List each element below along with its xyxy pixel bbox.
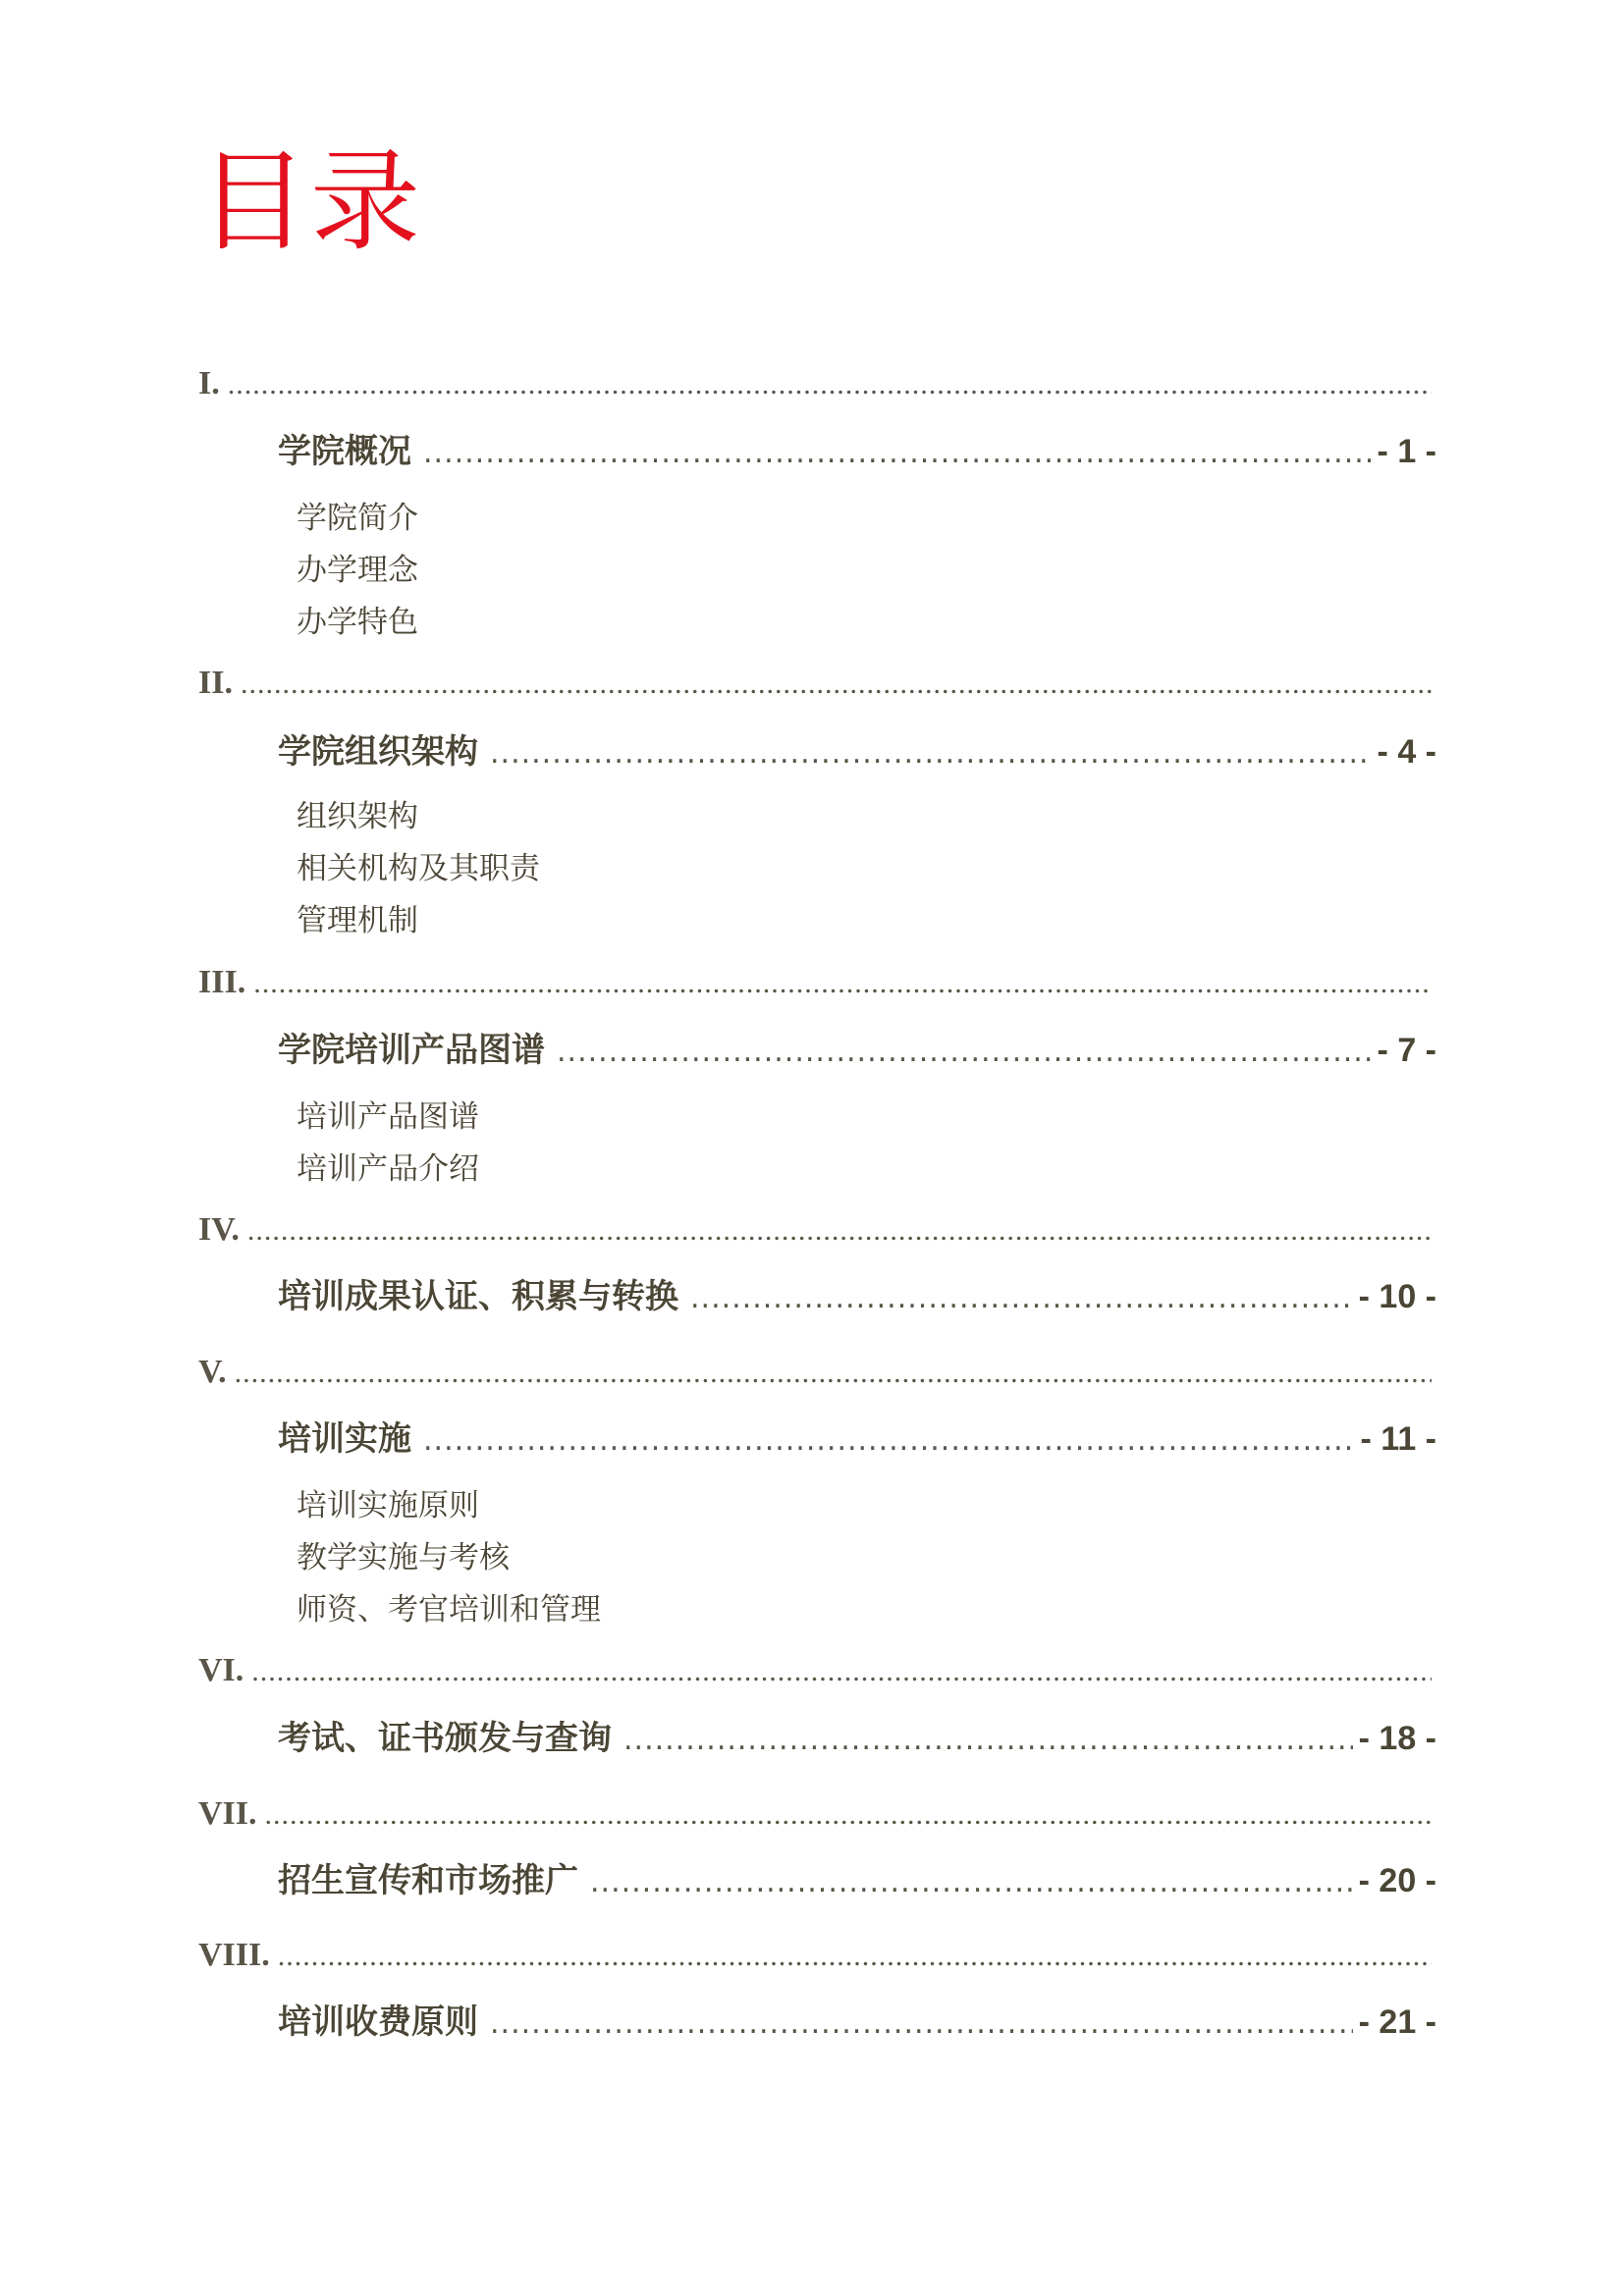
roman-numeral: VII.: [198, 1795, 257, 1832]
toc-subsection[interactable]: 办学理念: [297, 553, 418, 588]
dot-leader: [253, 967, 1432, 1000]
toc-subsection[interactable]: 培训产品介绍: [297, 1151, 479, 1187]
dot-leader: [247, 1214, 1432, 1248]
dot-leader: [235, 1357, 1432, 1390]
page-number: - 20 -: [1358, 1862, 1436, 1899]
toc-roman-5[interactable]: [198, 1354, 1432, 1391]
dot-leader: [590, 1865, 1353, 1899]
chapter-title: 培训成果认证、积累与转换: [278, 1277, 678, 1316]
dot-leader: [251, 1655, 1432, 1688]
toc-roman-4[interactable]: [198, 1211, 1432, 1249]
dot-leader: [690, 1281, 1353, 1315]
toc-subsection[interactable]: 教学实施与考核: [297, 1540, 510, 1575]
roman-numeral: VI.: [198, 1652, 244, 1688]
toc-subsection[interactable]: 组织架构: [297, 799, 418, 834]
toc-roman-1[interactable]: [198, 365, 1432, 402]
chapter-title: 学院概况: [278, 432, 411, 471]
page-number: - 1 -: [1377, 433, 1436, 470]
toc-chapter-4[interactable]: [278, 1269, 1436, 1317]
toc-chapter-3[interactable]: [278, 1023, 1436, 1071]
toc-chapter-8[interactable]: [278, 1995, 1436, 2043]
toc-subsection[interactable]: 培训实施原则: [297, 1488, 479, 1523]
toc-chapter-1[interactable]: [278, 424, 1436, 472]
toc-subsection[interactable]: 管理机制: [297, 903, 418, 938]
roman-numeral: VIII.: [198, 1937, 270, 1973]
toc-subsection[interactable]: 相关机构及其职责: [297, 851, 540, 886]
dot-leader: [423, 1423, 1355, 1458]
toc-roman-6[interactable]: [198, 1652, 1432, 1689]
chapter-title: 培训收费原则: [278, 2002, 478, 2042]
dot-leader: [623, 1723, 1353, 1757]
chapter-title: 培训实施: [278, 1419, 411, 1459]
toc-roman-8[interactable]: [198, 1937, 1432, 1974]
toc-roman-3[interactable]: [198, 964, 1432, 1001]
toc-roman-2[interactable]: [198, 665, 1432, 702]
dot-leader: [241, 667, 1432, 701]
page-number: - 11 -: [1360, 1420, 1436, 1458]
dot-leader: [423, 436, 1372, 470]
dot-leader: [490, 2006, 1353, 2041]
page-number: - 10 -: [1358, 1278, 1436, 1315]
chapter-title: 学院培训产品图谱: [278, 1031, 545, 1070]
toc-roman-7[interactable]: [198, 1795, 1432, 1833]
page-title: 目录: [198, 138, 422, 266]
toc-subsection[interactable]: 学院简介: [297, 501, 418, 536]
roman-numeral: IV.: [198, 1211, 240, 1248]
toc-chapter-5[interactable]: [278, 1412, 1436, 1460]
toc-subsection[interactable]: 培训产品图谱: [297, 1099, 479, 1135]
toc-chapter-2[interactable]: [278, 724, 1436, 773]
toc-chapter-7[interactable]: [278, 1853, 1436, 1901]
page-number: - 4 -: [1377, 733, 1436, 771]
roman-numeral: II.: [198, 665, 233, 701]
dot-leader: [278, 1940, 1432, 1973]
roman-numeral: I.: [198, 365, 220, 401]
page-number: - 21 -: [1358, 2003, 1436, 2041]
roman-numeral: III.: [198, 964, 246, 1000]
page-number: - 7 -: [1377, 1032, 1436, 1069]
toc-chapter-6[interactable]: [278, 1711, 1436, 1759]
dot-leader: [557, 1035, 1372, 1069]
chapter-title: 学院组织架构: [278, 732, 478, 772]
dot-leader: [265, 1798, 1432, 1832]
chapter-title: 招生宣传和市场推广: [278, 1861, 578, 1900]
dot-leader: [490, 736, 1372, 771]
toc-subsection[interactable]: 办学特色: [297, 605, 418, 640]
dot-leader: [228, 368, 1432, 401]
chapter-title: 考试、证书颁发与查询: [278, 1719, 612, 1758]
toc-subsection[interactable]: 师资、考官培训和管理: [297, 1592, 601, 1628]
roman-numeral: V.: [198, 1354, 227, 1390]
page-number: - 18 -: [1358, 1720, 1436, 1757]
